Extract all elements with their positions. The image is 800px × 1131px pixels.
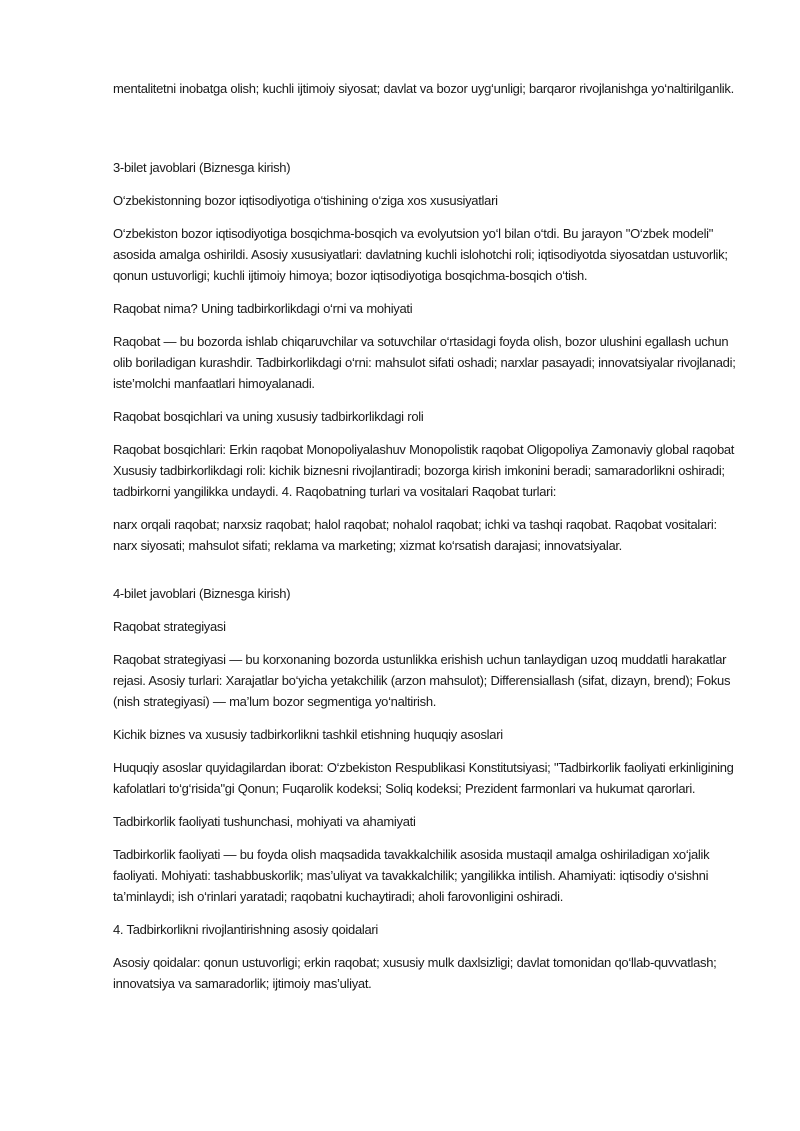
question-heading: Tadbirkorlik faoliyati tushunchasi, mohiyati va ahamiyati bbox=[113, 814, 416, 829]
paragraph: O‘zbekiston bozor iqtisodiyotiga bosqichma-bosqich va evolyutsion yo‘l bilan o‘tdi. Bu jarayon "O‘zbek modeli" asosida amalga oshirildi. Asosiy xususiyatlari: davlatning kuchli islohotchi roli; iqtisodiyotda siyosatdan ustuvorlik; qonun ustuvorligi; kuchli ijtimoiy himoya; bozor iqtisodiyotiga bosqichma-bosqich o‘tish. bbox=[113, 226, 728, 283]
paragraph: Tadbirkorlik faoliyati — bu foyda olish maqsadida tavakkalchilik asosida mustaqil amalga oshiriladigan xo‘jalik faoliyati. Mohiyati: tashabbuskorlik; mas’uliyat va tavakkalchilik; yangilikka intilish. Ahamiyati: iqtisodiy o‘sishni ta’minlaydi; ish o‘rinlari yaratadi; raqobatni kuchaytiradi; aholi farovonligini oshiradi. bbox=[113, 847, 710, 904]
question-heading: Raqobat nima? Uning tadbirkorlikdagi o‘rni va mohiyati bbox=[113, 301, 413, 316]
paragraph: narx orqali raqobat; narxsiz raqobat; halol raqobat; nohalol raqobat; ichki va tashqi raqobat. Raqobat vositalari: narx siyosati; mahsulot sifati; reklama va marketing; xizmat ko‘rsatish darajasi; innovatsiyalar. bbox=[113, 517, 717, 553]
section-title-4-bilet: 4-bilet javoblari (Biznesga kirish) bbox=[113, 586, 291, 601]
paragraph: Raqobat bosqichlari: Erkin raqobat Monopoliyalashuv Monopolistik raqobat Oligopoliya Zamonaviy global raqobat Xususiy tadbirkorlikdagi roli: kichik biznesni rivojlantiradi; bozorga kirish imkonini beradi; samaradorlikni oshiradi; tadbirkorni yangilikka undaydi. 4. Raqobatning turlari va vositalari Raqobat turlari: bbox=[113, 442, 735, 499]
question-heading: Kichik biznes va xususiy tadbirkorlikni tashkil etishning huquqiy asoslari bbox=[113, 727, 503, 742]
question-heading: 4. Tadbirkorlikni rivojlantirishning asosiy qoidalari bbox=[113, 922, 379, 937]
paragraph: Raqobat strategiyasi — bu korxonaning bozorda ustunlikka erishish uchun tanlaydigan uzoq muddatli harakatlar rejasi. Asosiy turlari: Xarajatlar bo‘yicha yetakchilik (arzon mahsulot); Differensiallash (sifat, dizayn, brend); Fokus (nish strategiyasi) — ma’lum bozor segmentiga yo‘naltirish. bbox=[113, 652, 731, 709]
paragraph: Huquqiy asoslar quyidagilardan iborat: O‘zbekiston Respublikasi Konstitutsiyasi; "Tadbirkorlik faoliyati erkinligining kafolatlari to‘g‘risida"gi Qonun; Fuqarolik kodeksi; Soliq kodeksi; Prezident farmonlari va hukumat qarorlari. bbox=[113, 760, 734, 796]
section-title-3-bilet: 3-bilet javoblari (Biznesga kirish) bbox=[113, 160, 291, 175]
question-heading: Raqobat bosqichlari va uning xususiy tadbirkorlikdagi roli bbox=[113, 409, 424, 424]
question-heading: O‘zbekistonning bozor iqtisodiyotiga o‘tishining o‘ziga xos xususiyatlari bbox=[113, 193, 498, 208]
paragraph: Asosiy qoidalar: qonun ustuvorligi; erkin raqobat; xususiy mulk daxlsizligi; davlat tomonidan qo‘llab-quvvatlash; innovatsiya va samaradorlik; ijtimoiy mas’uliyat. bbox=[113, 955, 717, 991]
paragraph: Raqobat — bu bozorda ishlab chiqaruvchilar va sotuvchilar o‘rtasidagi foyda olish, bozor ulushini egallash uchun olib boriladigan kurashdir. Tadbirkorlikdagi o‘rni: mahsulot sifati oshadi; narxlar pasayadi; innovatsiyalar rivojlanadi; iste’molchi manfaatlari himoyalanadi. bbox=[113, 334, 736, 391]
question-heading: Raqobat strategiyasi bbox=[113, 619, 226, 634]
paragraph: mentalitetni inobatga olish; kuchli ijtimoiy siyosat; davlat va bozor uyg‘unligi; barqaror rivojlanishga yo‘naltirilganlik. bbox=[113, 81, 734, 96]
